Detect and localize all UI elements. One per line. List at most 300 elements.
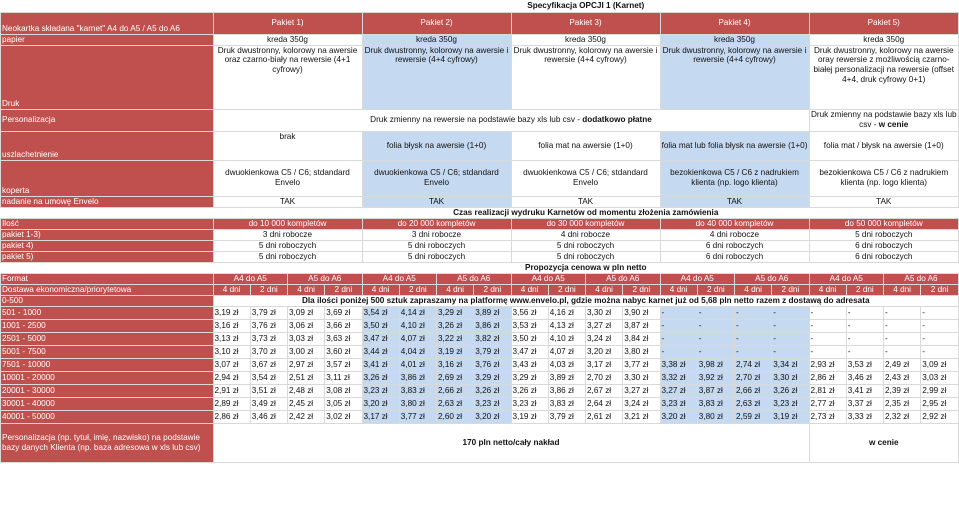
price-value: - (921, 319, 959, 332)
price-value: 3,77 zł (399, 410, 436, 423)
package-header: Pakiet 2) (362, 12, 511, 34)
price-value: 3,47 zł (362, 332, 399, 345)
row-label-druk: Druk (1, 45, 214, 109)
price-value: 4,14 zł (399, 306, 436, 319)
price-value: 2,94 zł (213, 371, 250, 384)
nadanie-value: TAK (511, 196, 660, 207)
price-row-label: 5001 - 7500 (1, 345, 214, 358)
price-row-label: 40001 - 50000 (1, 410, 214, 423)
row-label-personal-pricing: Personalizacja (np. tytuł, imię, nazwisko) na podstawie bazy danych Klienta (np. baza adresowa w xls lub csv) (1, 423, 214, 462)
table-row (1, 295, 959, 306)
row-label-nadanie: nadanie na umowę Envelo (1, 196, 214, 207)
price-value: 3,21 zł (623, 410, 660, 423)
time-row-label: pakiet 5) (1, 251, 214, 262)
table-row (1, 273, 959, 284)
price-value: 3,51 zł (250, 384, 287, 397)
time-row-label: pakiet 1-3) (1, 229, 214, 240)
price-value: 3,22 zł (437, 332, 474, 345)
price-value: 3,56 zł (511, 306, 548, 319)
price-value: 3,23 zł (660, 397, 697, 410)
price-value: 3,87 zł (623, 319, 660, 332)
product-label: Neokartka składana "karnet" A4 do A5 / A5 do A6 (1, 12, 214, 34)
koperta-value: dwuokienkowa C5 / C6; stdandard Envelo (213, 160, 362, 196)
row-label-priority: Dostawa ekonomiczna/priorytetowa (1, 284, 214, 295)
price-value: 3,27 zł (623, 384, 660, 397)
price-value: 2,81 zł (809, 384, 846, 397)
price-value: 3,11 zł (325, 371, 362, 384)
table-row (1, 410, 959, 423)
price-value: 3,07 zł (213, 358, 250, 371)
table-row (1, 332, 959, 345)
price-value: 3,27 zł (586, 319, 623, 332)
time-value: 5 dni roboczych (362, 251, 511, 262)
row-label-ilosc: Ilość (1, 218, 214, 229)
price-value: 3,50 zł (362, 319, 399, 332)
package-header: Pakiet 3) (511, 12, 660, 34)
price-value: 3,53 zł (846, 358, 883, 371)
price-value: 3,26 zł (437, 319, 474, 332)
price-value: - (809, 306, 846, 319)
quantity-header: do 10 000 kompletów (213, 218, 362, 229)
small-quantity-note: Dla ilości poniżej 500 sztuk zapraszamy na platformę www.envelo.pl, gdzie można nabyc karnet już od 5,68 pln netto razem z dostawą do adresata (213, 295, 959, 306)
price-value: 3,37 zł (846, 397, 883, 410)
price-value: 2,92 zł (921, 410, 959, 423)
price-value: 3,89 zł (548, 371, 585, 384)
time-row-label: pakiet 4) (1, 240, 214, 251)
price-value: 3,32 zł (660, 371, 697, 384)
price-value: 4,13 zł (548, 319, 585, 332)
format-header: A4 do A5 (809, 273, 884, 284)
price-value: 3,09 zł (921, 358, 959, 371)
price-value: 3,30 zł (586, 306, 623, 319)
price-value: 2,45 zł (288, 397, 325, 410)
price-value: 3,86 zł (548, 384, 585, 397)
time-value: 5 dni roboczych (362, 240, 511, 251)
price-value: 2,66 zł (735, 384, 772, 397)
price-value: 2,63 zł (437, 397, 474, 410)
row-label-koperta: koperta (1, 160, 214, 196)
blank (1, 262, 214, 273)
price-value: 3,83 zł (399, 384, 436, 397)
price-value: 3,24 zł (586, 332, 623, 345)
table-row (1, 371, 959, 384)
price-value: 3,23 zł (362, 384, 399, 397)
price-value: 3,76 zł (474, 358, 511, 371)
price-value: 3,89 zł (474, 306, 511, 319)
price-value: 3,87 zł (697, 384, 734, 397)
price-value: 2,86 zł (809, 371, 846, 384)
priority-header: 4 dni (437, 284, 474, 295)
price-value: - (735, 306, 772, 319)
uszlachetnienie-value: folia mat na awersie (1+0) (511, 131, 660, 160)
format-header: A4 do A5 (362, 273, 437, 284)
koperta-value: dwuokienkowa C5 / C6; stdandard Envelo (362, 160, 511, 196)
papier-value: kreda 350g (362, 34, 511, 45)
price-value: - (660, 345, 697, 358)
price-value: - (697, 319, 734, 332)
priority-header: 4 dni (735, 284, 772, 295)
price-value: - (846, 332, 883, 345)
price-value: 3,46 zł (846, 371, 883, 384)
price-value: 3,49 zł (250, 397, 287, 410)
price-value: 3,34 zł (772, 358, 809, 371)
price-value: 2,93 zł (809, 358, 846, 371)
price-value: - (697, 306, 734, 319)
druk-value: Druk dwustronny, kolorowy na awersie i rewersie (4+4 cyfrowy) (660, 45, 809, 109)
price-value: 2,51 zł (288, 371, 325, 384)
price-value: - (735, 345, 772, 358)
format-header: A5 do A6 (884, 273, 959, 284)
format-header: A5 do A6 (288, 273, 363, 284)
price-row-label: 7501 - 10000 (1, 358, 214, 371)
price-value: 3,24 zł (623, 397, 660, 410)
price-value: 4,01 zł (399, 358, 436, 371)
price-value: 3,23 zł (474, 397, 511, 410)
price-value: - (846, 345, 883, 358)
price-value: 3,69 zł (325, 306, 362, 319)
table-row (1, 229, 959, 240)
price-value: 3,80 zł (623, 345, 660, 358)
row-label-format: Format (1, 273, 214, 284)
price-value: 3,13 zł (213, 332, 250, 345)
koperta-value: dwuokienkowa C5 / C6; stdandard Envelo (511, 160, 660, 196)
price-value: 3,19 zł (772, 410, 809, 423)
price-value: - (884, 306, 921, 319)
row-label-papier: papier (1, 34, 214, 45)
table-row (1, 160, 959, 196)
price-value: 3,20 zł (474, 410, 511, 423)
druk-value: Druk dwustronny, kolorowy na awersie i rewersie (4+4 cyfrowy) (511, 45, 660, 109)
format-header: A4 do A5 (511, 273, 586, 284)
price-value: 3,86 zł (399, 371, 436, 384)
table-row (1, 319, 959, 332)
priority-header: 2 dni (325, 284, 362, 295)
price-value: 3,83 zł (548, 397, 585, 410)
price-value: 3,30 zł (772, 371, 809, 384)
price-value: - (846, 306, 883, 319)
quantity-header: do 40 000 kompletów (660, 218, 809, 229)
price-value: 3,20 zł (362, 397, 399, 410)
price-value: 4,07 zł (548, 345, 585, 358)
uszlachetnienie-value: folia mat / błysk na awersie (1+0) (809, 131, 959, 160)
price-value: 3,05 zł (325, 397, 362, 410)
price-value: 4,04 zł (399, 345, 436, 358)
price-value: 3,20 zł (586, 345, 623, 358)
price-value: - (809, 345, 846, 358)
time-value: 5 dni roboczych (809, 229, 959, 240)
koperta-value: bezokienkowa C5 / C6 z nadrukiem klienta (np. logo klienta) (660, 160, 809, 196)
format-header: A5 do A6 (437, 273, 512, 284)
personalizacja-note: dodatkowo płatne (582, 115, 652, 125)
price-value: 2,97 zł (288, 358, 325, 371)
price-value: 4,10 zł (399, 319, 436, 332)
personal-pricing-p5: w cenie (809, 423, 959, 462)
personalizacja-p5-text: Druk zmienny na podstawie bazy xls lub csv - (810, 110, 957, 129)
price-value: 4,07 zł (399, 332, 436, 345)
price-row-label: 30001 - 40000 (1, 397, 214, 410)
price-value: 3,44 zł (362, 345, 399, 358)
price-value: 2,64 zł (586, 397, 623, 410)
price-value: 3,26 zł (362, 371, 399, 384)
price-value: 3,54 zł (362, 306, 399, 319)
price-value: - (809, 332, 846, 345)
sheet-title: Specyfikacja OPCJI 1 (Karnet) (527, 0, 645, 10)
price-value: - (809, 319, 846, 332)
price-value: 2,70 zł (735, 371, 772, 384)
price-value: - (921, 332, 959, 345)
package-header: Pakiet 1) (213, 12, 362, 34)
priority-header: 4 dni (660, 284, 697, 295)
priority-header: 4 dni (362, 284, 399, 295)
table-row (1, 12, 959, 34)
price-value: 2,49 zł (884, 358, 921, 371)
price-value: - (884, 332, 921, 345)
table-row (1, 262, 959, 273)
price-value: 3,79 zł (250, 306, 287, 319)
price-row-label: 10001 - 20000 (1, 371, 214, 384)
price-value: - (660, 332, 697, 345)
priority-header: 2 dni (846, 284, 883, 295)
price-value: 2,35 zł (884, 397, 921, 410)
price-value: - (697, 345, 734, 358)
price-value: 3,26 zł (772, 384, 809, 397)
price-value: 4,10 zł (548, 332, 585, 345)
time-value: 6 dni roboczych (809, 240, 959, 251)
price-value: 3,26 zł (511, 384, 548, 397)
price-value: 3,23 zł (511, 397, 548, 410)
nadanie-value: TAK (213, 196, 362, 207)
price-value: - (735, 319, 772, 332)
priority-header: 2 dni (772, 284, 809, 295)
package-header: Pakiet 4) (660, 12, 809, 34)
price-value: - (697, 332, 734, 345)
time-value: 6 dni roboczych (660, 251, 809, 262)
nadanie-value: TAK (660, 196, 809, 207)
price-value: 3,73 zł (250, 332, 287, 345)
druk-value: Druk dwustronny, kolorowy na awersie i rewersie (4+4 cyfrowy) (362, 45, 511, 109)
price-value: 2,43 zł (884, 371, 921, 384)
price-value: 3,30 zł (623, 371, 660, 384)
price-value: 3,16 zł (213, 319, 250, 332)
price-value: - (772, 306, 809, 319)
price-value: 3,43 zł (511, 358, 548, 371)
table-row (1, 358, 959, 371)
price-value: 3,98 zł (697, 358, 734, 371)
priority-header: 4 dni (884, 284, 921, 295)
price-value: 2,95 zł (921, 397, 959, 410)
blank (1, 207, 214, 218)
priority-header: 2 dni (399, 284, 436, 295)
priority-header: 4 dni (213, 284, 250, 295)
price-value: 3,10 zł (213, 345, 250, 358)
price-value: - (735, 332, 772, 345)
uszlachetnienie-value: folia błysk na awersie (1+0) (362, 131, 511, 160)
price-value: 2,89 zł (213, 397, 250, 410)
price-row-label: 2501 - 5000 (1, 332, 214, 345)
price-value: 2,48 zł (288, 384, 325, 397)
price-value: 4,03 zł (548, 358, 585, 371)
priority-header: 4 dni (511, 284, 548, 295)
papier-value: kreda 350g (809, 34, 959, 45)
table-row (1, 284, 959, 295)
price-value: 3,26 zł (474, 384, 511, 397)
table-row (1, 423, 959, 462)
price-value: 3,23 zł (772, 397, 809, 410)
price-value: 4,16 zł (548, 306, 585, 319)
price-value: 3,03 zł (921, 371, 959, 384)
time-value: 6 dni roboczych (660, 240, 809, 251)
koperta-value: bezokienkowa C5 / C6 z nadrukiem klienta (np. logo klienta) (809, 160, 959, 196)
price-value: 3,33 zł (846, 410, 883, 423)
priority-header: 2 dni (548, 284, 585, 295)
price-value: 3,41 zł (846, 384, 883, 397)
format-header: A5 do A6 (735, 273, 810, 284)
nadanie-value: TAK (809, 196, 959, 207)
price-value: 3,54 zł (250, 371, 287, 384)
price-value: - (921, 306, 959, 319)
price-value: - (660, 306, 697, 319)
price-value: 3,19 zł (511, 410, 548, 423)
price-value: 3,46 zł (250, 410, 287, 423)
price-value: 2,60 zł (437, 410, 474, 423)
personalizacja-p5-note: w cenie (878, 120, 909, 129)
price-value: 3,29 zł (511, 371, 548, 384)
price-value: - (660, 319, 697, 332)
price-value: 3,84 zł (623, 332, 660, 345)
price-value: 2,86 zł (213, 410, 250, 423)
price-value: 3,20 zł (660, 410, 697, 423)
price-value: 3,83 zł (697, 397, 734, 410)
price-value: 3,86 zł (474, 319, 511, 332)
table-row (1, 196, 959, 207)
price-value: 3,79 zł (474, 345, 511, 358)
price-value: 3,02 zł (325, 410, 362, 423)
druk-value: Druk dwustronny, kolorowy na awersie oray rewersie z możliwością czarno-białej personalizacji na rewersie (offset 4+4, druk cyfrowy 0+1) (809, 45, 959, 109)
price-value: 2,42 zł (288, 410, 325, 423)
time-value: 3 dni robocze (362, 229, 511, 240)
price-value: - (884, 319, 921, 332)
table-row (1, 34, 959, 45)
price-row-label: 1001 - 2500 (1, 319, 214, 332)
time-section-title: Czas realizacji wydruku Karnetów od momentu złożenia zamówienia (453, 207, 719, 217)
table-row (1, 397, 959, 410)
price-value: 2,74 zł (735, 358, 772, 371)
personalizacja-p5-value (809, 109, 959, 131)
price-value: 3,17 zł (362, 410, 399, 423)
uszlachetnienie-value: brak (213, 131, 362, 160)
priority-header: 4 dni (586, 284, 623, 295)
price-value: 2,91 zł (213, 384, 250, 397)
price-section-title: Propozycja cenowa w pln netto (525, 262, 647, 272)
papier-value: kreda 350g (213, 34, 362, 45)
price-value: 2,70 zł (586, 371, 623, 384)
price-value: 3,38 zł (660, 358, 697, 371)
price-value: 3,19 zł (213, 306, 250, 319)
row-label-uszlachetnienie: uszlachetnienie (1, 131, 214, 160)
time-value: 5 dni roboczych (511, 251, 660, 262)
priority-header: 2 dni (623, 284, 660, 295)
price-value: 3,60 zł (325, 345, 362, 358)
price-value: 3,76 zł (250, 319, 287, 332)
table-row (1, 251, 959, 262)
price-value: 3,19 zł (437, 345, 474, 358)
price-value: 2,77 zł (809, 397, 846, 410)
personalizacja-text: Druk zmienny na rewersie na podstawie bazy xls lub csv - (370, 115, 583, 125)
price-value: 3,66 zł (325, 319, 362, 332)
price-value: 2,73 zł (809, 410, 846, 423)
price-value: 3,80 zł (697, 410, 734, 423)
format-header: A4 do A5 (213, 273, 288, 284)
papier-value: kreda 350g (511, 34, 660, 45)
uszlachetnienie-value: folia mat lub folia błysk na awersie (1+0) (660, 131, 809, 160)
price-value: 3,70 zł (250, 345, 287, 358)
price-value: 3,41 zł (362, 358, 399, 371)
price-value: - (772, 319, 809, 332)
price-value: 3,17 zł (586, 358, 623, 371)
price-value: - (884, 345, 921, 358)
time-value: 5 dni roboczych (213, 240, 362, 251)
price-value: 3,27 zł (660, 384, 697, 397)
price-value: 3,53 zł (511, 319, 548, 332)
table-row (1, 240, 959, 251)
price-value: 3,06 zł (288, 319, 325, 332)
price-value: 3,47 zł (511, 345, 548, 358)
package-header: Pakiet 5) (809, 12, 959, 34)
price-value: 3,09 zł (288, 306, 325, 319)
price-value: 3,80 zł (399, 397, 436, 410)
price-value: 2,66 zł (437, 384, 474, 397)
time-value: 6 dni roboczych (809, 251, 959, 262)
price-value: 2,32 zł (884, 410, 921, 423)
table-row (1, 207, 959, 218)
time-value: 5 dni roboczych (213, 251, 362, 262)
personal-pricing-value: 170 pln netto/cały nakład (213, 423, 809, 462)
quantity-header: do 50 000 kompletów (809, 218, 959, 229)
priority-header: 2 dni (921, 284, 959, 295)
priority-header: 2 dni (474, 284, 511, 295)
papier-value: kreda 350g (660, 34, 809, 45)
price-value: 3,03 zł (288, 332, 325, 345)
price-value: 3,92 zł (697, 371, 734, 384)
price-value: 3,29 zł (474, 371, 511, 384)
price-value: 2,67 zł (586, 384, 623, 397)
price-value: 3,82 zł (474, 332, 511, 345)
time-value: 4 dni robocze (511, 229, 660, 240)
price-value: 2,63 zł (735, 397, 772, 410)
nadanie-value: TAK (362, 196, 511, 207)
table-row (1, 131, 959, 160)
price-value: 3,57 zł (325, 358, 362, 371)
table-row (1, 0, 959, 12)
price-value: 2,69 zł (437, 371, 474, 384)
table-row (1, 45, 959, 109)
price-value: 2,99 zł (921, 384, 959, 397)
price-row-label: 501 - 1000 (1, 306, 214, 319)
price-value: 3,90 zł (623, 306, 660, 319)
time-value: 5 dni roboczych (511, 240, 660, 251)
price-value: - (772, 345, 809, 358)
price-value: 3,16 zł (437, 358, 474, 371)
time-value: 3 dni robocze (213, 229, 362, 240)
druk-value: Druk dwustronny, kolorowy na awersie oraz czarno-biały na rewersie (4+1 cyfrowy) (213, 45, 362, 109)
price-value: 2,61 zł (586, 410, 623, 423)
table-row (1, 218, 959, 229)
price-value: 3,67 zł (250, 358, 287, 371)
price-value: 2,59 zł (735, 410, 772, 423)
price-value: - (846, 319, 883, 332)
price-value: 3,29 zł (437, 306, 474, 319)
format-header: A5 do A6 (586, 273, 661, 284)
